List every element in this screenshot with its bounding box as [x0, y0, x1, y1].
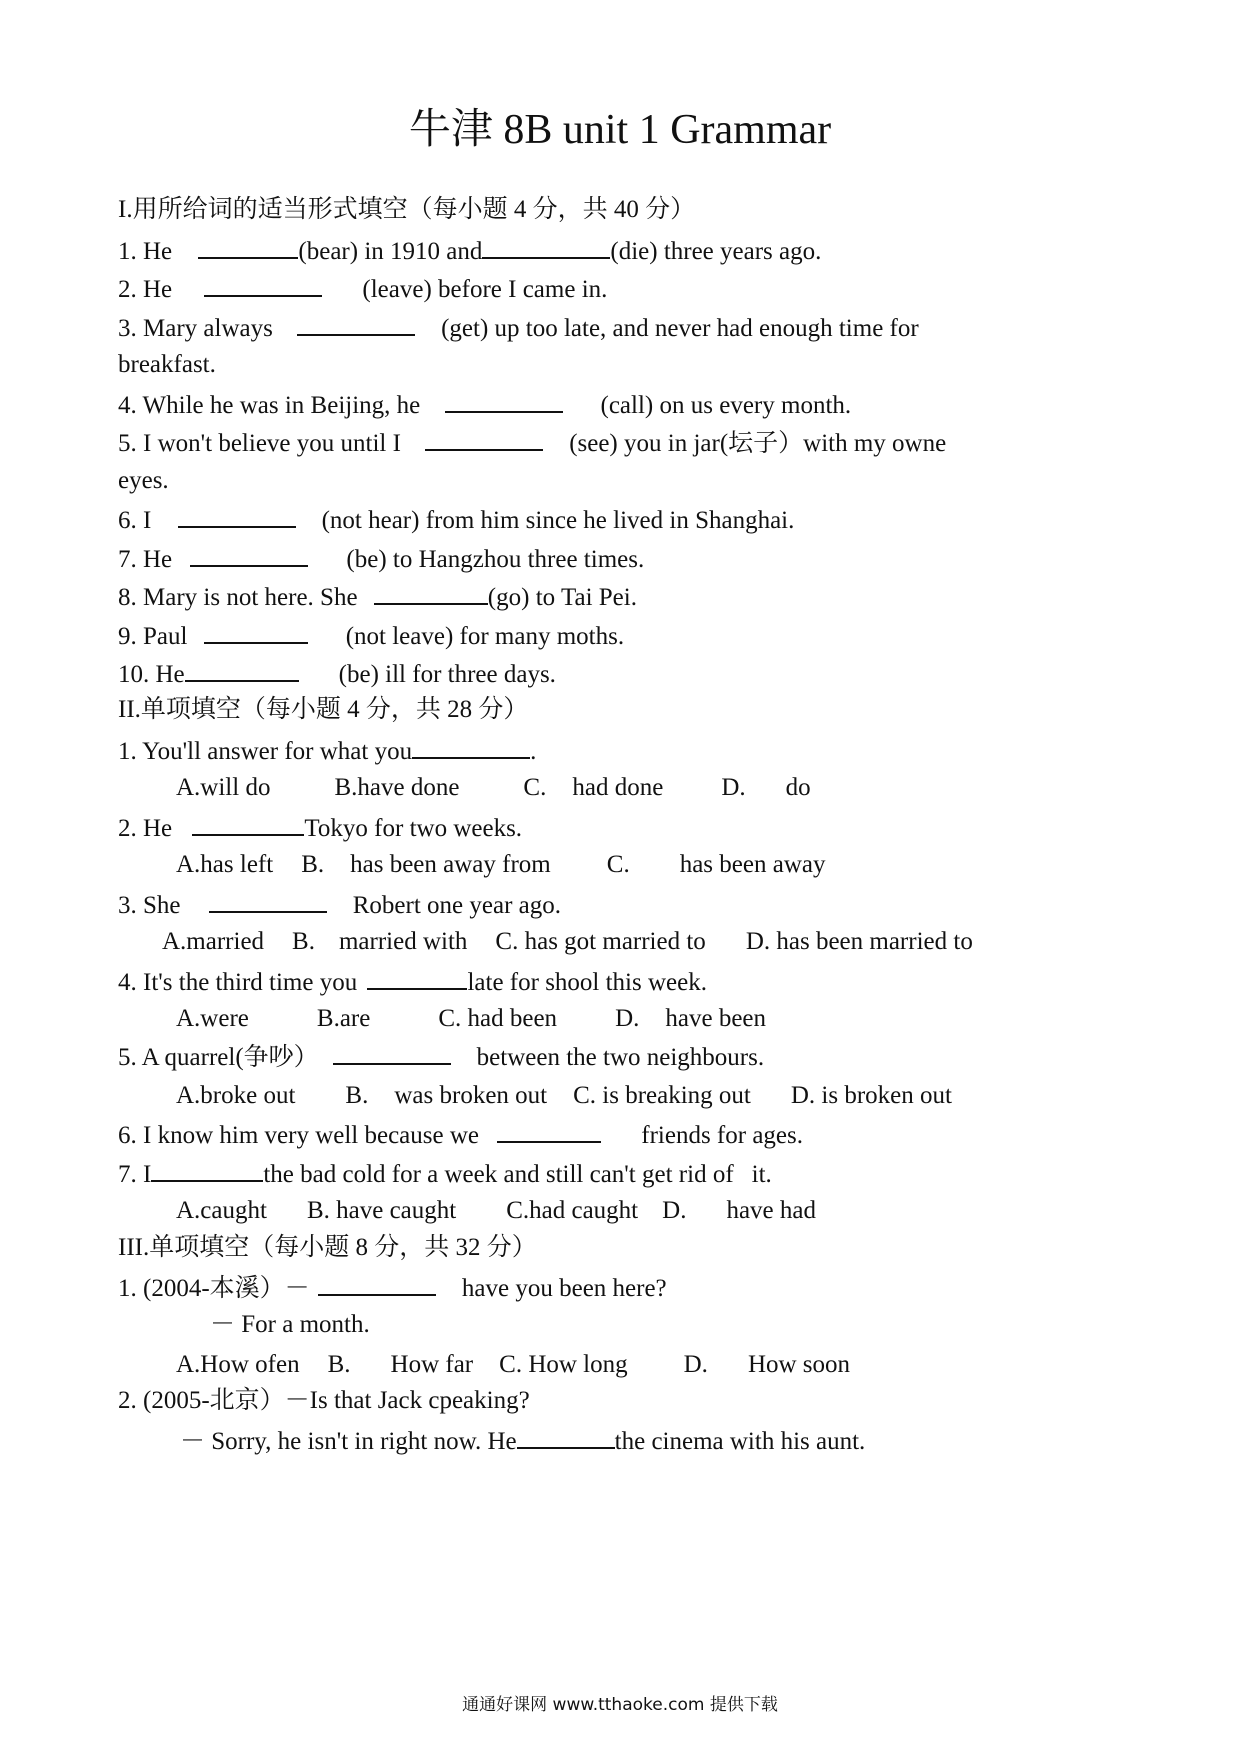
answer-blank[interactable] — [198, 235, 298, 259]
option-a[interactable]: A.How ofen — [176, 1351, 300, 1378]
option-a[interactable]: A.were — [176, 1005, 249, 1032]
dialogue-reply: － For a month. — [210, 1311, 370, 1338]
option-a[interactable]: A.has left — [176, 851, 274, 878]
question: 2. He Tokyo for two weeks. — [118, 812, 522, 844]
question: 1. You'll answer for what you . — [118, 735, 536, 767]
answer-blank[interactable] — [367, 966, 467, 990]
question-continued: breakfast. — [118, 351, 216, 378]
option-a[interactable]: A.caught — [176, 1197, 267, 1224]
options-row: A.married B. married with C. has got married to D. has been married to — [162, 928, 973, 955]
option-b[interactable]: B. — [327, 1351, 351, 1378]
question: 2. (2005-北京）－Is that Jack cpeaking? — [118, 1387, 530, 1414]
question: 5. A quarrel(争吵） between the two neighbours. — [118, 1041, 764, 1073]
question: 9. Paul (not leave) for many moths. — [118, 620, 624, 652]
question: 1. He (bear) in 1910 and (die) three years ago. — [118, 235, 821, 267]
answer-blank[interactable] — [192, 812, 304, 836]
answer-blank[interactable] — [185, 658, 299, 682]
option-a[interactable]: A.married — [162, 928, 265, 955]
question-continued: eyes. — [118, 467, 169, 494]
option-c[interactable]: C. — [523, 774, 547, 801]
option-a[interactable]: A.will do — [176, 774, 271, 801]
answer-blank[interactable] — [190, 543, 308, 567]
option-d[interactable]: D. — [662, 1197, 687, 1224]
option-b[interactable]: B. — [292, 928, 315, 955]
option-b[interactable]: B.have done — [334, 774, 460, 801]
dialogue-reply: － Sorry, he isn't in right now. He the cinema with his aunt. — [180, 1425, 865, 1457]
answer-blank[interactable] — [151, 1158, 263, 1182]
options-row: A.has left B. has been away from C. has been away — [176, 851, 826, 878]
answer-blank[interactable] — [204, 620, 308, 644]
question: 1. (2004-本溪）－ have you been here? — [118, 1272, 667, 1304]
question: 4. It's the third time you late for shool this week. — [118, 966, 707, 998]
page-footer: 通通好课网 www.tthaoke.com 提供下载 — [462, 1695, 778, 1715]
answer-blank[interactable] — [412, 735, 530, 759]
answer-blank[interactable] — [178, 504, 296, 528]
page-title: 牛津 8B unit 1 Grammar — [408, 107, 832, 153]
question: 4. While he was in Beijing, he (call) on us every month. — [118, 389, 851, 421]
answer-blank[interactable] — [297, 312, 415, 336]
question: 6. I (not hear) from him since he lived in Shanghai. — [118, 504, 794, 536]
answer-blank[interactable] — [204, 273, 322, 297]
answer-blank[interactable] — [374, 581, 488, 605]
option-d[interactable]: D. has been married to — [745, 928, 973, 955]
option-c[interactable]: C. How long — [499, 1351, 628, 1378]
options-row: A.were B.are C. had been D. have been — [176, 1005, 767, 1032]
option-c[interactable]: C. had been — [438, 1005, 558, 1032]
options-row: A.caught B. have caught C.had caught D. have had — [176, 1197, 816, 1224]
option-b[interactable]: B. have caught — [306, 1197, 457, 1224]
question: 3. Mary always (get) up too late, and never had enough time for — [118, 312, 919, 344]
section-heading: I.用所给词的适当形式填空（每小题 4 分，共 40 分） — [118, 196, 696, 223]
option-a[interactable]: A.broke out — [176, 1082, 296, 1109]
option-d[interactable]: D. — [615, 1005, 640, 1032]
option-c[interactable]: C. — [606, 851, 630, 878]
question: 10. He (be) ill for three days. — [118, 658, 556, 690]
options-row: A.broke out B. was broken out C. is breaking out D. is broken out — [176, 1082, 952, 1109]
option-c[interactable]: C. is breaking out — [573, 1082, 751, 1109]
option-b[interactable]: B. — [345, 1082, 369, 1109]
question: 7. I the bad cold for a week and still can't get rid of it. — [118, 1158, 772, 1190]
answer-blank[interactable] — [482, 235, 610, 259]
option-c[interactable]: C. has got married to — [495, 928, 706, 955]
option-b[interactable]: B. — [301, 851, 325, 878]
answer-blank[interactable] — [333, 1041, 451, 1065]
answer-blank[interactable] — [445, 389, 563, 413]
answer-blank[interactable] — [425, 427, 543, 451]
options-row: A.How ofen B. How far C. How long D. How soon — [176, 1351, 851, 1378]
options-row: A.will do B.have done C. had done D. do — [176, 774, 811, 801]
question: 7. He (be) to Hangzhou three times. — [118, 543, 644, 575]
question: 8. Mary is not here. She (go) to Tai Pei. — [118, 581, 637, 613]
answer-blank[interactable] — [209, 889, 327, 913]
section-heading: II.单项填空（每小题 4 分，共 28 分） — [118, 696, 529, 723]
question: 3. She Robert one year ago. — [118, 889, 561, 921]
option-b[interactable]: B.are — [316, 1005, 371, 1032]
question: 6. I know him very well because we friends for ages. — [118, 1119, 803, 1151]
answer-blank[interactable] — [318, 1272, 436, 1296]
question: 2. He (leave) before I came in. — [118, 273, 607, 305]
option-d[interactable]: D. — [721, 774, 746, 801]
option-d[interactable]: D. — [683, 1351, 708, 1378]
question: 5. I won't believe you until I (see) you in jar(坛子）with my owne — [118, 427, 946, 459]
answer-blank[interactable] — [497, 1119, 601, 1143]
option-d[interactable]: D. is broken out — [790, 1082, 952, 1109]
answer-blank[interactable] — [517, 1425, 615, 1449]
option-c[interactable]: C.had caught — [506, 1197, 639, 1224]
section-heading: III.单项填空（每小题 8 分，共 32 分） — [118, 1234, 537, 1261]
